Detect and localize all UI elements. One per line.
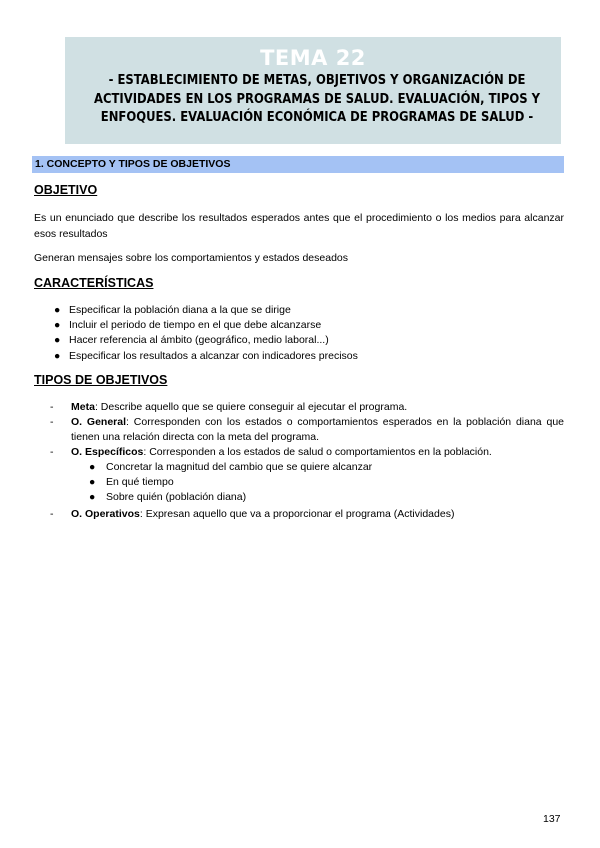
tema-subtitle: - ESTABLECIMIENTO DE METAS, OBJETIVOS Y ORGANIZACIÓN DE ACTIVIDADES EN LOS PROGRAMAS DE SALUD. EVALUACIÓN, TIPOS Y ENFOQUES. EVALUACIÓN ECONÓMICA DE PROGRAMAS DE SALUD - <box>93 73 541 125</box>
bullet-icon: ● <box>89 476 96 488</box>
list-item: ● Incluir el periodo de tiempo en el que debe alcanzarse <box>34 318 358 333</box>
list-item: ● Concretar la magnitud del cambio que se quiere alcanzar <box>89 461 373 473</box>
bullet-icon: ● <box>54 304 61 316</box>
list-item: ● Hacer referencia al ámbito (geográfico, medio laboral...) <box>34 333 358 348</box>
bullet-icon: ● <box>54 319 61 332</box>
list-item: ● En qué tiempo <box>89 476 174 488</box>
tema-title: TEMA 22 <box>260 46 366 70</box>
bullet-icon: ● <box>54 349 61 362</box>
objetivo-paragraph-2: Generan mensajes sobre los comportamientos y estados deseados <box>34 252 349 264</box>
list-item: ● Especificar la población diana a la que se dirige <box>34 303 358 318</box>
tipo-especificos: - O. Específicos: Corresponden a los estados de salud o comportamientos en la población. <box>50 446 492 458</box>
tipos-heading: TIPOS DE OBJETIVOS <box>34 373 168 387</box>
title-banner <box>65 37 561 144</box>
page-number: 137 <box>543 813 561 825</box>
bullet-icon: ● <box>89 491 96 503</box>
list-item: ● Sobre quién (población diana) <box>89 491 247 503</box>
caracteristicas-heading: CARACTERÍSTICAS <box>34 276 154 290</box>
tipo-meta: - Meta: Describe aquello que se quiere conseguir al ejecutar el programa. <box>50 401 408 413</box>
caracteristicas-list <box>34 303 358 364</box>
term-meta: Meta <box>71 401 95 413</box>
list-item: ● Especificar los resultados a alcanzar con indicadores precisos <box>34 349 358 364</box>
term-especificos: O. Específicos <box>71 446 144 458</box>
tipo-general: - O. General: Corresponden con los estados o comportamientos esperados en la población diana que tienen una relación directa con la meta del programa. <box>50 416 564 443</box>
section-heading: 1. CONCEPTO Y TIPOS DE OBJETIVOS <box>32 156 564 173</box>
tipo-operativos: - O. Operativos: Expresan aquello que va a proporcionar el programa (Actividades) <box>50 508 455 520</box>
bullet-icon: ● <box>89 461 96 473</box>
term-operativos: O. Operativos <box>71 508 140 520</box>
objetivo-heading: OBJETIVO <box>34 183 98 197</box>
objetivo-paragraph-1: Es un enunciado que describe los resultados esperados antes que el procedimiento o los medios para alcanzar esos resultados <box>34 212 564 240</box>
bullet-icon: ● <box>54 334 61 347</box>
term-general: O. General <box>71 416 127 428</box>
